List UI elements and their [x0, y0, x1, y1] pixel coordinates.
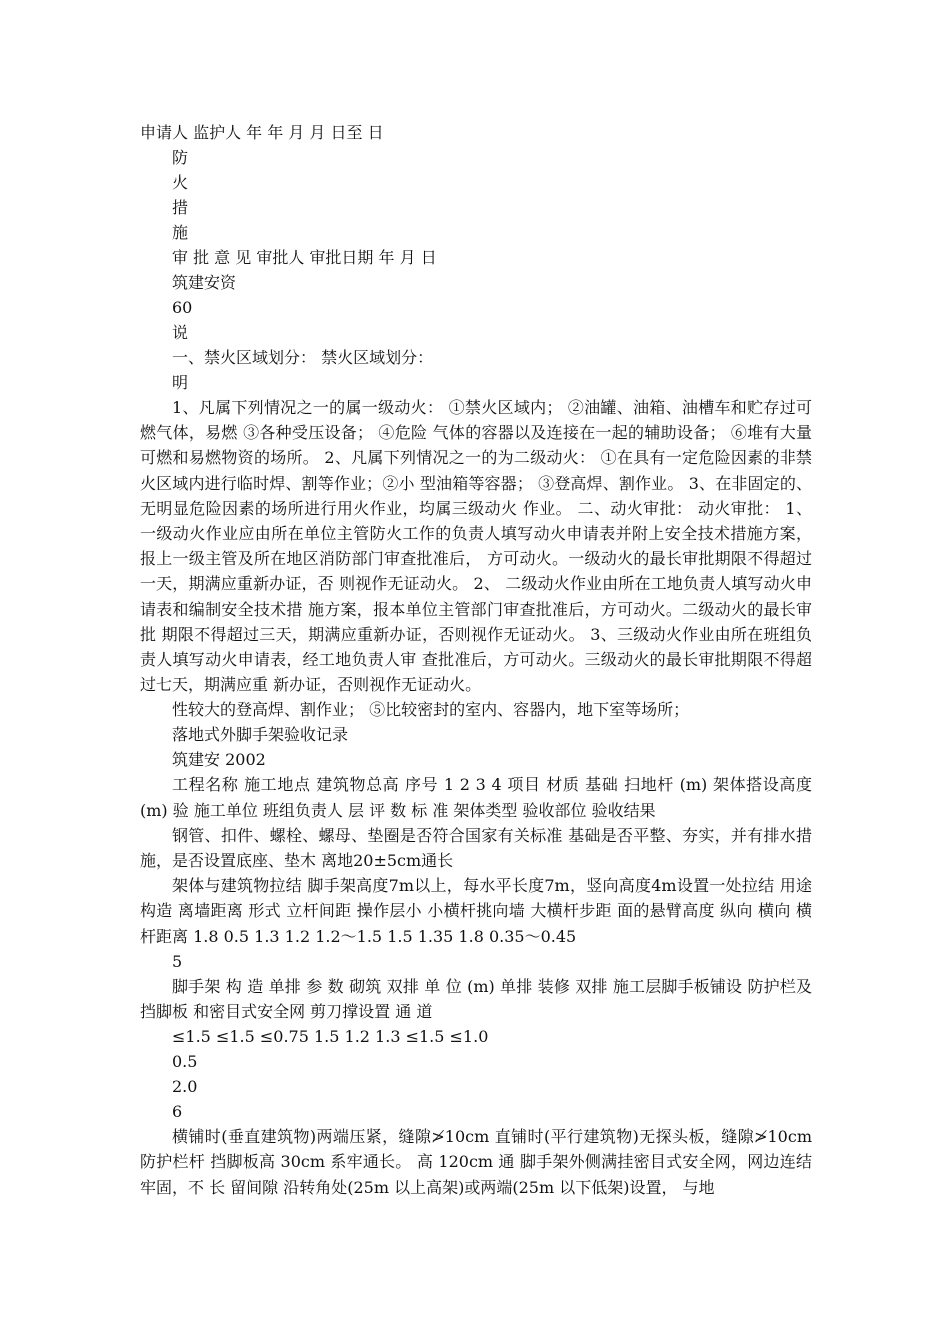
- approval-row: 审 批 意 见 审批人 审批日期 年 月 日: [172, 248, 437, 267]
- scaffold-code: 筑建安 2002: [172, 750, 266, 770]
- header-fields-paragraph: 工程名称 施工地点 建筑物总高 序号 1 2 3 4 项目 材质 基础 扫地杆 (m) 架体搭设高度 (m) 验 施工单位 班组负责人 层 评 数 标 准 架体类型 验收部位 验收结果: [140, 775, 812, 820]
- limits-line: ≤1.5 ≤1.5 ≤0.75 1.5 1.2 1.3 ≤1.5 ≤1.0: [172, 1027, 489, 1047]
- form-number: 60: [172, 298, 193, 317]
- extra-line: 性较大的登高焊、割作业； ⑤比较密封的室内、容器内，地下室等场所；: [172, 700, 690, 720]
- value-line: 2.0: [172, 1077, 198, 1097]
- form-code: 筑建安资: [172, 273, 237, 292]
- document-page: [140, 120, 812, 1200]
- section-heading: 一、禁火区域划分： 禁火区域划分：: [172, 348, 434, 367]
- structure-paragraph: 脚手架 构 造 单排 参 数 砌筑 双排 单 位 (m) 单排 装修 双排 施工层脚手板铺设 防护栏及挡脚板 和密目式安全网 剪刀撑设置 通 道: [140, 976, 812, 1022]
- vertical-label-char: 施: [172, 223, 189, 242]
- scaffold-title: 落地式外脚手架验收记录: [172, 725, 349, 745]
- explanation-char: 明: [172, 373, 189, 392]
- value-line: 6: [172, 1102, 183, 1122]
- rules-paragraph: 1、凡属下列情况之一的属一级动火： ①禁火区域内； ②油罐、油箱、油槽车和贮存过可燃气体，易燃 ③各种受压设备； ④危险 气体的容器以及连接在一起的辅助设备； ⑥堆有大量可燃和易燃物资的场所。 2、凡属下列情况之一的为二级动火： ①在具有一定危险因素的非禁火区域内进行临时焊、割等作业；②小 型油箱等容器； ③登高焊、割作业。 3、在非固定的、无明显危险因素的场所进行用火作业，均属三级动火 作业。 二、动火审批： 动火审批： 1、 一级动火作业应由所在单位主管防火工作的负责人填写动火申请表并附上安全技术措施方案， 报上一级主管及所在地区消防部门审查批准后， 方可动火。一级动火的最长审批期限不得超过一天，期满应重新办证，否 则视作无证动火。 2、 二级动火作业由所在工地负责人填写动火申请表和编制安全技术措 施方案，报本单位主管部门审查批准后，方可动火。二级动火的最长审批 期限不得超过三天，期满应重新办证，否则视作无证动火。 3、三级动火作业由所在班组负责人填写动火申请表，经工地负责人审 查批准后，方可动火。三级动火的最长审批期限不得超过七天，期满应重 新办证，否则视作无证动火。: [140, 398, 812, 695]
- value-line: 5: [172, 951, 183, 971]
- vertical-label-char: 防: [172, 148, 189, 167]
- vertical-label-char: 措: [172, 198, 189, 217]
- applicant-row: 申请人 监护人 年 年 月 月 日至 日: [140, 123, 384, 142]
- vertical-label-char: 火: [172, 173, 189, 192]
- value-line: 0.5: [172, 1052, 198, 1072]
- tie-paragraph: 架体与建筑物拉结 脚手架高度7m以上，每水平长度7m，竖向高度4m设置一处拉结 用途 构造 离墙距离 形式 立杆间距 操作层小 小横杆挑向墙 大横杆步距 面的悬臂高度 纵向 横向 横杆距离 1.8 0.5 1.3 1.2 1.2～1.5 1.5 1.35 1.8 0.35～0.45: [140, 876, 812, 946]
- explanation-char: 说: [172, 323, 189, 342]
- material-paragraph: 钢管、扣件、螺栓、螺母、垫圈是否符合国家有关标准 基础是否平整、夯实，并有排水措施，是否设置底座、垫木 离地20±5cm通长: [140, 825, 812, 871]
- plank-paragraph: 横铺时(垂直建筑物)两端压紧，缝隙≯10cm 直铺时(平行建筑物)无探头板，缝隙≯10cm 防护栏杆 挡脚板高 30cm 系牢通长。 高 120cm 通 脚手架外侧满挂密目式安全网，网边连结牢固，不 长 留间隙 沿转角处(25m 以上高架)或两端(25m 以下低架)设置， 与地: [140, 1127, 812, 1197]
